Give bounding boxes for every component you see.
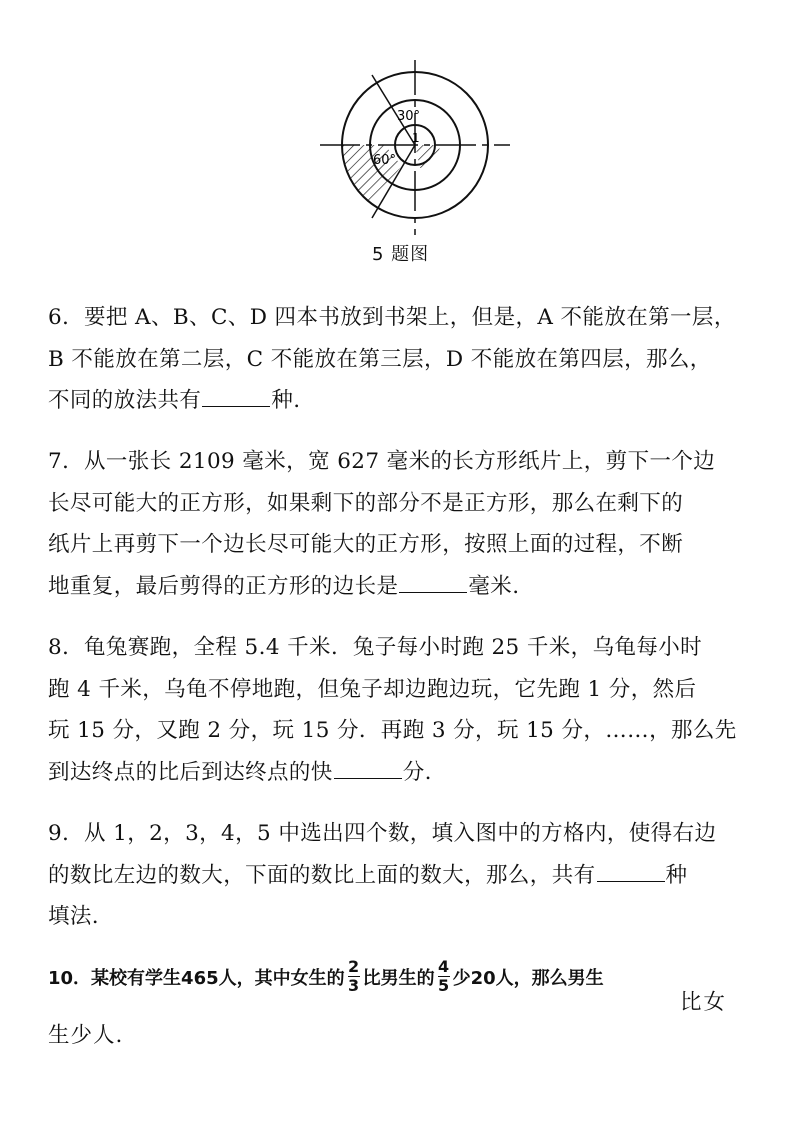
figure-caption: 5 题图 xyxy=(372,244,430,265)
question-line: 8．龟兔赛跑，全程 5.4 千米．兔子每小时跑 25 千米，乌龟每小时 xyxy=(48,635,703,660)
question-7 xyxy=(48,441,748,607)
question-line xyxy=(48,855,748,897)
question-line xyxy=(48,566,748,608)
fraction-numerator: 4 xyxy=(438,957,450,976)
question-line xyxy=(48,752,748,794)
q10-line-2: 生少人. xyxy=(48,1023,124,1048)
fraction-numerator: 2 xyxy=(348,957,360,976)
question-8 xyxy=(48,627,748,793)
answer-blank[interactable] xyxy=(597,861,665,882)
text-before-blank: 的数比左边的数大，下面的数比上面的数大，那么，共有 xyxy=(48,862,596,888)
question-line: 玩 15 分，又跑 2 分，玩 15 分．再跑 3 分，玩 15 分，……，那么先 xyxy=(48,718,737,743)
answer-blank[interactable] xyxy=(399,572,467,593)
question-line xyxy=(48,380,748,422)
q10-text-part3: 少20人，那么男生 xyxy=(452,967,604,989)
angle-label-top: 30° xyxy=(397,109,421,124)
question-line: 长尽可能大的正方形，如果剩下的部分不是正方形，那么在剩下的 xyxy=(48,490,684,516)
problem-5-figure xyxy=(300,60,530,260)
answer-blank[interactable] xyxy=(202,386,270,407)
question-line: 7．从一张长 2109 毫米，宽 627 毫米的长方形纸片上，剪下一个边 xyxy=(48,449,716,474)
fraction-two-thirds xyxy=(348,958,360,995)
text-before-blank: 不同的放法共有 xyxy=(48,388,202,413)
question-10 xyxy=(48,958,604,995)
question-line: B 不能放在第二层，C 不能放在第三层，D 不能放在第四层，那么， xyxy=(48,346,712,372)
text-before-blank: 地重复，最后剪得的正方形的边长是 xyxy=(48,573,399,599)
text-after-blank: 种 xyxy=(665,862,688,888)
text-after-blank: 种. xyxy=(271,388,301,413)
question-line: 6．要把 A、B、C、D 四本书放到书架上，但是，A 不能放在第一层， xyxy=(48,305,736,330)
text-after-blank: 分. xyxy=(402,759,432,785)
fraction-four-fifths xyxy=(438,958,450,995)
fraction-denominator: 5 xyxy=(438,976,450,995)
question-line: 9．从 1，2，3，4，5 中选出四个数，填入图中的方格内，使得右边 xyxy=(48,821,717,846)
answer-blank[interactable] xyxy=(334,758,402,779)
concentric-circles-diagram xyxy=(300,60,530,260)
question-line: 纸片上再剪下一个边长尽可能大的正方形，按照上面的过程，不断 xyxy=(48,532,684,557)
q10-tail-text: 比女 xyxy=(680,990,728,1015)
question-line: 跑 4 千米，乌龟不停地跑，但兔子却边跑边玩，它先跑 1 分，然后 xyxy=(48,676,697,702)
angle-label-bottom: 60° xyxy=(373,153,397,168)
q10-text-part2: 比男生的 xyxy=(362,967,435,989)
center-label: 1 xyxy=(412,131,420,145)
question-6 xyxy=(48,297,748,422)
text-after-blank: 毫米. xyxy=(468,573,520,599)
fraction-denominator: 3 xyxy=(348,976,360,995)
q10-text-part1: 10．某校有学生465人，其中女生的 xyxy=(48,967,345,989)
question-line: 填法. xyxy=(48,904,100,929)
question-9 xyxy=(48,813,748,938)
text-before-blank: 到达终点的比后到达终点的快 xyxy=(48,759,333,785)
